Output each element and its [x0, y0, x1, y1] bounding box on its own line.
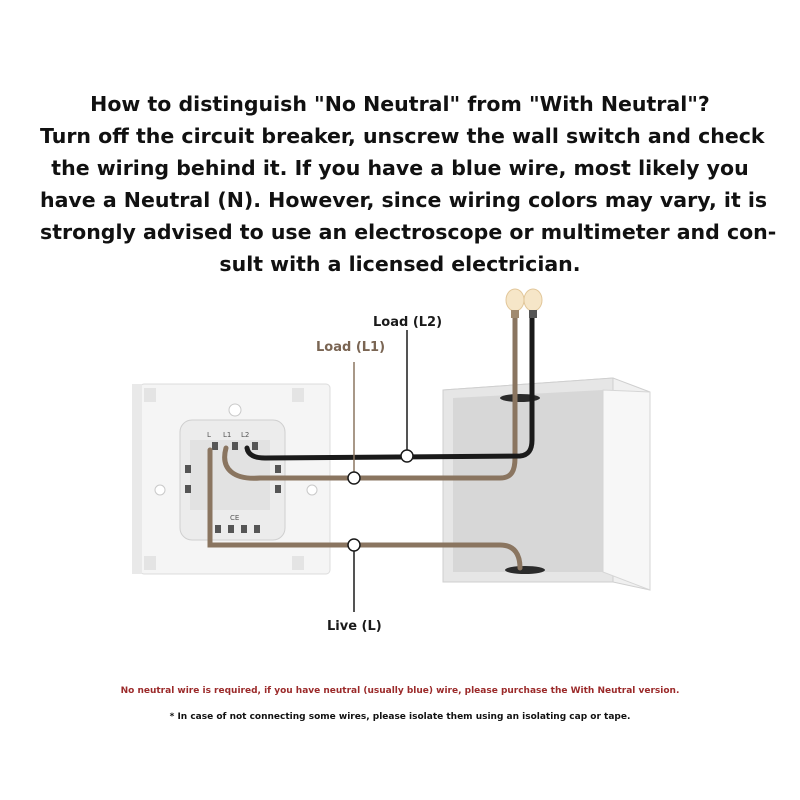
heading-line: sult with a licensed electrician. — [219, 252, 581, 276]
junction-box — [443, 378, 650, 590]
heading-line: Turn off the circuit breaker, unscrew the wall switch and check — [40, 124, 765, 148]
terminal-label-l: L — [207, 431, 211, 439]
wire-connector-icon — [348, 472, 360, 484]
heading-line: How to distinguish "No Neutral" from "With Neutral"? — [90, 92, 710, 116]
ce-mark: CE — [230, 514, 240, 522]
callouts — [316, 315, 442, 634]
heading-line: strongly advised to use an electroscope or multimeter and con- — [40, 220, 777, 244]
isolation-disclaimer: * In case of not connecting some wires, please isolate them using an isolating cap or tape. — [169, 712, 631, 722]
wire-connector-icon — [348, 539, 360, 551]
heading-line: have a Neutral (N). However, since wiring colors may vary, it is — [40, 188, 768, 212]
heading-line: the wiring behind it. If you have a blue wire, most likely you — [51, 156, 749, 180]
terminal-label-l2: L2 — [241, 431, 250, 439]
label-load-l1: Load (L1) — [316, 340, 386, 355]
bulb-icon — [506, 289, 542, 318]
terminal-label-l1: L1 — [223, 431, 232, 439]
wire-connector-icon — [401, 450, 413, 462]
neutral-note: No neutral wire is required, if you have neutral (usually blue) wire, please purchase the With Neutral version. — [120, 686, 680, 696]
label-load-l2: Load (L2) — [373, 315, 443, 330]
label-live: Live (L) — [327, 619, 382, 634]
